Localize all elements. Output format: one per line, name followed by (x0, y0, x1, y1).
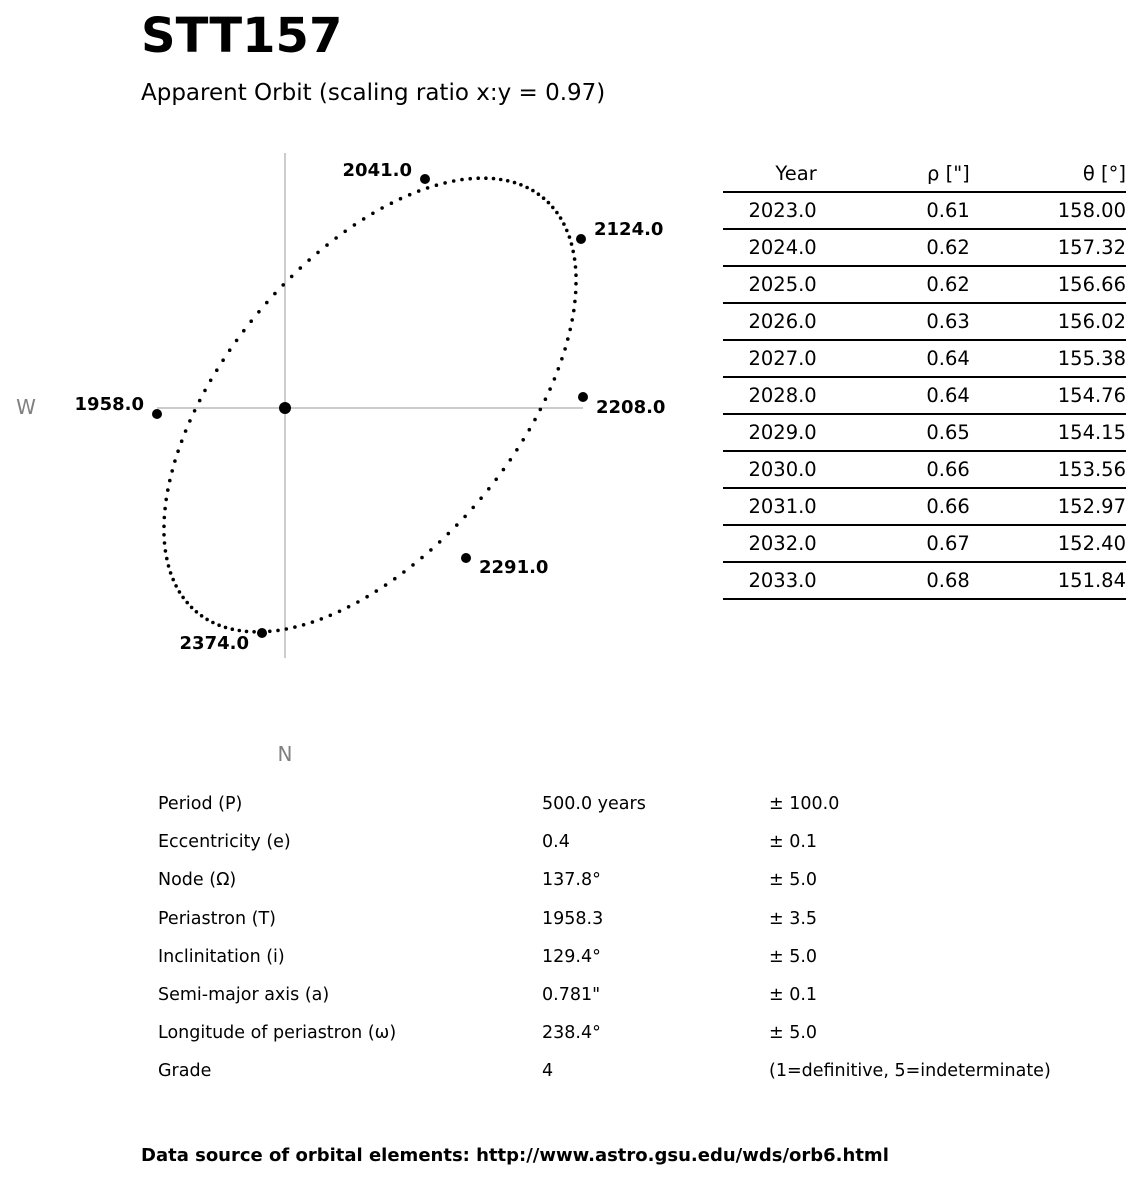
orbit-dot (184, 429, 188, 433)
orbit-dot (285, 627, 289, 631)
element-value: 500.0 years (542, 794, 646, 814)
orbit-dot (573, 300, 577, 304)
orbit-dot (571, 250, 575, 254)
orbit-dot (166, 488, 170, 492)
ephemeris-row (723, 192, 1126, 229)
rho-cell: 0.68 (817, 562, 970, 599)
element-error: ± 100.0 (769, 794, 840, 814)
orbit-dot (215, 368, 219, 372)
orbit-dot (408, 193, 412, 197)
orbit-dot (519, 183, 523, 187)
orbit-dot (178, 590, 182, 594)
element-value: 129.4° (542, 946, 601, 967)
orbit-dot (211, 621, 215, 625)
orbit-dot (162, 533, 166, 537)
chart-subtitle: Apparent Orbit (scaling ratio x:y = 0.97) (141, 80, 606, 106)
ephemeris-row (723, 451, 1126, 488)
orbit-dot (402, 570, 406, 574)
orbit-dot (574, 282, 578, 286)
orbit-dot (471, 506, 475, 510)
year-cell: 2027.0 (723, 340, 817, 377)
orbit-dot (347, 605, 351, 609)
orbit-dot (390, 201, 394, 205)
orbit-dot (509, 458, 513, 462)
orbit-dot (174, 584, 178, 588)
orbit-dot (325, 243, 329, 247)
orbit-dot (384, 583, 388, 587)
orbit-dot (566, 337, 570, 341)
theta-cell: 152.97 (970, 488, 1126, 525)
orbit-dot (316, 251, 320, 255)
orbit-dot (195, 610, 199, 614)
element-value: 137.8° (542, 870, 601, 891)
element-error: ± 0.1 (769, 984, 818, 1005)
orbit-dot (531, 189, 535, 193)
orbit-dot (190, 606, 194, 610)
orbit-dot (411, 563, 415, 567)
orbit-dot (356, 600, 360, 604)
element-name: Period (P) (158, 794, 243, 814)
orbit-dot (302, 623, 306, 627)
orbit-dot (163, 507, 167, 511)
orbit-epoch-label: 2041.0 (342, 160, 412, 181)
orbit-dot (193, 409, 197, 413)
orbit-dot (487, 487, 491, 491)
element-error: ± 0.1 (769, 832, 818, 853)
orbit-dot (268, 630, 272, 634)
orbit-epoch-label: 2208.0 (596, 397, 666, 418)
orbit-dot (165, 557, 169, 561)
year-cell: 2024.0 (723, 229, 817, 266)
orbit-dot (164, 498, 168, 502)
orbit-dot (525, 186, 529, 190)
orbit-dot (228, 348, 232, 352)
element-error: ± 5.0 (769, 1023, 818, 1044)
orbit-dot (281, 283, 285, 287)
orbit-dot (299, 266, 303, 270)
orbit-epoch-marker (576, 234, 586, 244)
orbit-dot (200, 614, 204, 618)
orbit-dot (499, 178, 503, 182)
orbit-dot (238, 629, 242, 633)
orbit-dot (560, 357, 564, 361)
orbit-dot (513, 181, 517, 185)
ephemeris-row (723, 266, 1126, 303)
orbit-dot (574, 291, 578, 295)
orbit-dot (293, 625, 297, 629)
element-value: 0.781" (542, 984, 601, 1005)
orbit-dot (570, 318, 574, 322)
orbit-dot (252, 630, 256, 634)
orbit-dot (290, 275, 294, 279)
rho-cell: 0.64 (817, 340, 970, 377)
orbit-dot (205, 618, 209, 622)
orbit-dot (265, 301, 269, 305)
orbit-dot (521, 438, 525, 442)
orbit-dot (176, 449, 180, 453)
theta-cell: 156.02 (970, 303, 1126, 340)
orbit-dot (399, 197, 403, 201)
orbit-dot (468, 177, 472, 181)
orbit-dot (198, 399, 202, 403)
orbit-dot (221, 358, 225, 362)
primary-star-marker (279, 402, 291, 414)
year-cell: 2030.0 (723, 451, 817, 488)
element-name: Longitude of periastron (ω) (158, 1023, 397, 1044)
orbit-dot (371, 212, 375, 216)
orbit-dot (168, 479, 172, 483)
theta-cell: 156.66 (970, 266, 1126, 303)
orbit-dot (420, 556, 424, 560)
orbit-dot (353, 223, 357, 227)
element-value: 4 (542, 1061, 554, 1082)
orbit-dot (167, 564, 171, 568)
orbit-dot (343, 230, 347, 234)
orbit-dot (334, 236, 338, 240)
year-cell: 2026.0 (723, 303, 817, 340)
orbit-dot (502, 468, 506, 472)
orbit-dot (242, 329, 246, 333)
orbit-dot (476, 176, 480, 180)
orbit-dot (455, 523, 459, 527)
orbit-dot (188, 419, 192, 423)
theta-cell: 158.00 (970, 192, 1126, 229)
orbit-dot (171, 578, 175, 582)
orbit-dot (551, 206, 555, 210)
orbit-dot (180, 439, 184, 443)
orbit-dot (565, 229, 569, 233)
rho-header: ρ ["] (817, 155, 970, 192)
orbit-dot (393, 577, 397, 581)
orbit-dot (362, 217, 366, 221)
element-name: Semi-major axis (a) (158, 984, 330, 1005)
orbit-dot (574, 265, 578, 269)
orbit-epoch-label: 2124.0 (594, 219, 664, 240)
orbit-dot (375, 589, 379, 593)
orbit-dot (276, 629, 280, 633)
year-cell: 2033.0 (723, 562, 817, 599)
ephemeris-table (723, 155, 1126, 600)
element-value: 0.4 (542, 832, 570, 853)
element-error: ± 3.5 (769, 908, 818, 929)
element-name: Eccentricity (e) (158, 832, 291, 853)
theta-cell: 157.32 (970, 229, 1126, 266)
orbit-dot (163, 516, 167, 520)
orbit-dot (494, 478, 498, 482)
element-error: (1=definitive, 5=indeterminate) (769, 1061, 1051, 1082)
orbit-dot (460, 178, 464, 182)
orbit-dot (574, 273, 578, 277)
orbit-epoch-label: 2291.0 (479, 557, 549, 578)
orbit-plot (0, 0, 700, 780)
orbit-dot (307, 258, 311, 262)
rho-cell: 0.61 (817, 192, 970, 229)
orbit-dot (463, 515, 467, 519)
rho-cell: 0.66 (817, 488, 970, 525)
orbit-dot (544, 397, 548, 401)
orbit-dot (209, 379, 213, 383)
element-name: Periastron (T) (158, 908, 276, 929)
north-label: N (277, 742, 293, 766)
orbit-dot (515, 448, 519, 452)
ephemeris-row (723, 488, 1126, 525)
orbit-dot (426, 186, 430, 190)
orbit-dot (547, 201, 551, 205)
rho-cell: 0.62 (817, 266, 970, 303)
rho-cell: 0.66 (817, 451, 970, 488)
orbit-dot (443, 181, 447, 185)
orbit-epoch-marker (461, 553, 471, 563)
orbit-epoch-marker (578, 392, 588, 402)
orbit-dot (273, 292, 277, 296)
orbit-dot (447, 532, 451, 536)
orbit-dot (429, 548, 433, 552)
orbit-dot (553, 377, 557, 381)
orbit-dot (506, 179, 510, 183)
orbit-markers (75, 160, 666, 654)
year-cell: 2029.0 (723, 414, 817, 451)
orbit-dot (365, 595, 369, 599)
rho-cell: 0.63 (817, 303, 970, 340)
theta-header: θ [°] (970, 155, 1126, 192)
orbit-dot (249, 319, 253, 323)
ephemeris-row (723, 229, 1126, 266)
theta-cell: 152.40 (970, 525, 1126, 562)
orbit-dot (170, 469, 174, 473)
west-label: W (16, 395, 36, 419)
orbit-dot (557, 367, 561, 371)
element-error: ± 5.0 (769, 946, 818, 967)
orbit-dot (555, 211, 559, 215)
orbit-dot (492, 177, 496, 181)
orbit-dot (164, 549, 168, 553)
orbit-dot (435, 183, 439, 187)
orbit-epoch-marker (152, 409, 162, 419)
orbit-dot (548, 387, 552, 391)
element-name: Inclinitation (i) (158, 946, 285, 967)
orbit-dot (338, 610, 342, 614)
orbit-dot (231, 627, 235, 631)
orbit-dot (417, 189, 421, 193)
orbit-dot (570, 242, 574, 246)
orbit-dot (484, 176, 488, 180)
orbit-dot (542, 196, 546, 200)
chart-title: STT157 (141, 8, 343, 64)
element-name: Node (Ω) (158, 870, 237, 891)
orbit-dot (568, 328, 572, 332)
orbit-dot (169, 571, 173, 575)
element-name: Grade (158, 1061, 212, 1082)
orbit-dot (181, 596, 185, 600)
orbit-dot (479, 496, 483, 500)
rho-cell: 0.65 (817, 414, 970, 451)
ephemeris-header-row (723, 155, 1126, 192)
orbit-epoch-marker (257, 628, 267, 638)
year-header: Year (723, 155, 817, 192)
orbit-dot (311, 620, 315, 624)
data-source-note: Data source of orbital elements: http://www.astro.gsu.edu/wds/orb6.html (141, 1145, 889, 1166)
year-cell: 2032.0 (723, 525, 817, 562)
theta-cell: 153.56 (970, 451, 1126, 488)
rho-cell: 0.64 (817, 377, 970, 414)
orbit-dot (224, 626, 228, 630)
year-cell: 2031.0 (723, 488, 817, 525)
orbit-dot (217, 623, 221, 627)
orbit-dot (563, 347, 567, 351)
ephemeris-row (723, 562, 1126, 599)
ephemeris-row (723, 340, 1126, 377)
year-cell: 2025.0 (723, 266, 817, 303)
orbit-dot (559, 216, 563, 220)
orbit-dot (173, 459, 177, 463)
orbit-dot (452, 179, 456, 183)
orbit-epoch-label: 2374.0 (179, 633, 249, 654)
ephemeris-row (723, 414, 1126, 451)
element-value: 1958.3 (542, 908, 604, 929)
orbit-dot (528, 428, 532, 432)
orbit-dot (163, 541, 167, 545)
theta-cell: 154.76 (970, 377, 1126, 414)
orbit-dot (329, 614, 333, 618)
orbit-dot (572, 309, 576, 313)
element-error: ± 5.0 (769, 870, 818, 891)
year-cell: 2028.0 (723, 377, 817, 414)
orbit-dot (562, 222, 566, 226)
orbit-dot (320, 617, 324, 621)
orbit-dot (533, 418, 537, 422)
rho-cell: 0.62 (817, 229, 970, 266)
orbit-dot (438, 540, 442, 544)
orbit-dot (568, 235, 572, 239)
ephemeris-row (723, 377, 1126, 414)
orbit-dot (539, 408, 543, 412)
orbit-dot (185, 601, 189, 605)
ephemeris-row (723, 303, 1126, 340)
theta-cell: 151.84 (970, 562, 1126, 599)
orbit-dot (380, 206, 384, 210)
rho-cell: 0.67 (817, 525, 970, 562)
orbit-dot (235, 339, 239, 343)
element-value: 238.4° (542, 1023, 601, 1044)
orbit-dot (203, 389, 207, 393)
ephemeris-row (723, 525, 1126, 562)
theta-cell: 154.15 (970, 414, 1126, 451)
orbit-dot (162, 525, 166, 529)
orbit-epoch-marker (420, 174, 430, 184)
theta-cell: 155.38 (970, 340, 1126, 377)
orbit-dot (573, 257, 577, 261)
year-cell: 2023.0 (723, 192, 817, 229)
orbit-epoch-label: 1958.0 (74, 394, 144, 415)
orbit-dot (537, 192, 541, 196)
orbit-dot (257, 310, 261, 314)
